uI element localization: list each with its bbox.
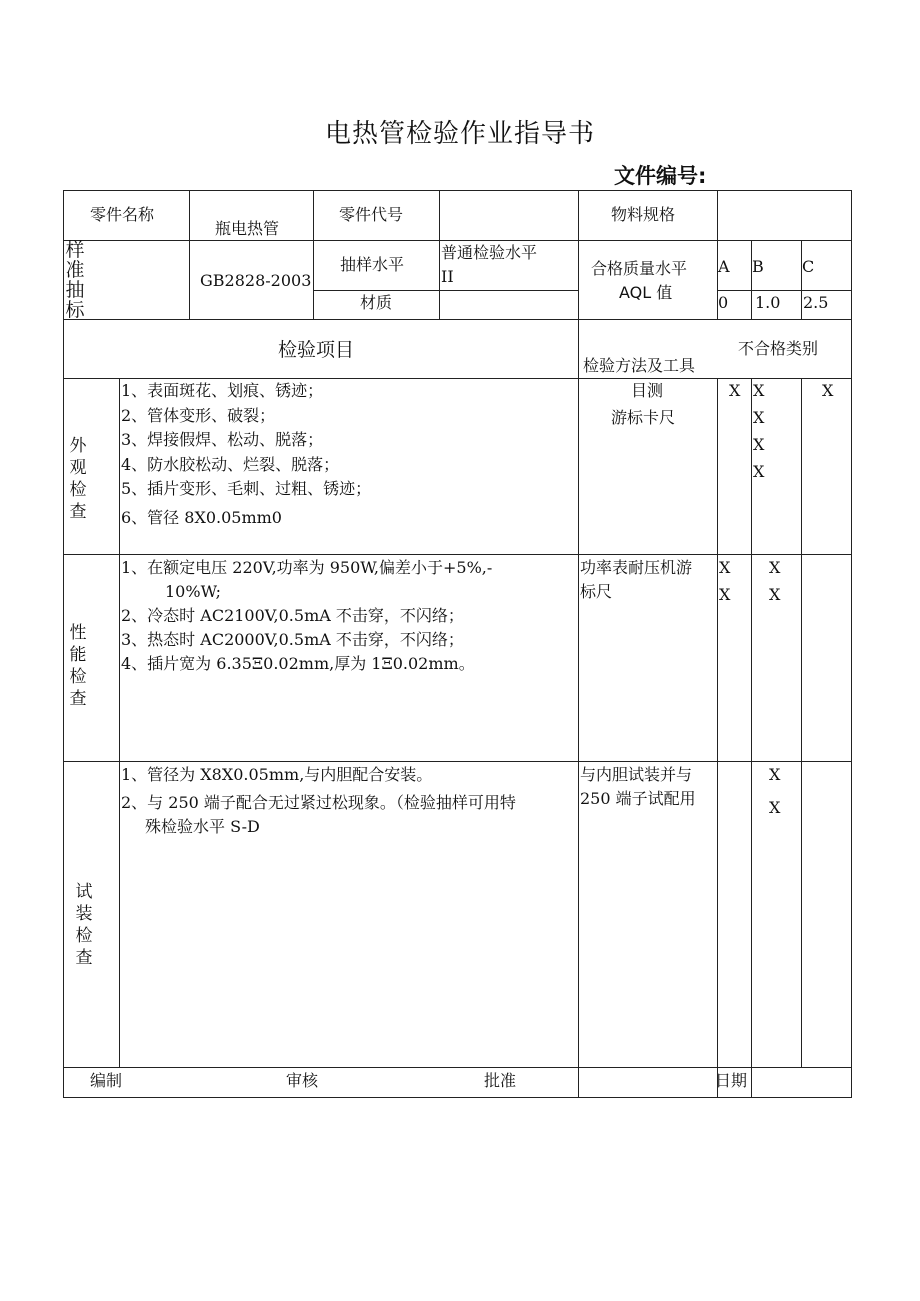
appearance-method-2: 游标卡尺	[611, 408, 676, 427]
list-item: 4、插片宽为 6.35Ξ0.02mm,厚为 1Ξ0.02mm。	[121, 654, 475, 673]
section-label-appearance: 外 观 检 查	[69, 436, 87, 522]
assembly-mark-b: X	[769, 765, 781, 784]
assembly-method-2: 250 端子试配用	[580, 789, 696, 808]
table-line	[801, 240, 802, 319]
table-line	[313, 290, 579, 291]
footer-prepared-label: 编制	[90, 1071, 123, 1090]
inspection-table	[63, 190, 852, 1098]
document-title: 电热管检验作业指导书	[324, 119, 595, 149]
class-a-label: A	[718, 257, 730, 276]
assembly-method: 与内胆试装并与	[580, 765, 693, 784]
spec-label: 物料规格	[611, 205, 676, 224]
sampling-standard-label: 样 准 抽 标	[65, 240, 85, 318]
appearance-mark-b: X	[753, 435, 765, 454]
list-item: 1、管径为 X8X0.05mm,与内胆配合安装。	[121, 765, 433, 784]
class-c-label: C	[802, 257, 815, 276]
appearance-mark-b: X	[753, 408, 765, 427]
performance-mark-b: X	[769, 585, 781, 604]
performance-mark-a: X	[719, 558, 731, 577]
part-name-value: 瓶电热管	[215, 219, 280, 238]
list-item: 1、表面斑花、划痕、锈迹；	[121, 381, 324, 400]
table-line	[439, 190, 440, 319]
appearance-mark-b: X	[753, 381, 765, 400]
class-b-label: B	[752, 257, 764, 276]
table-line	[63, 190, 64, 1098]
footer-approved-label: 批准	[484, 1071, 517, 1090]
appearance-mark-a: X	[729, 381, 741, 400]
sampling-level-value: 普通检验水平	[441, 243, 538, 262]
aql-b-value: 1.0	[755, 293, 781, 312]
material-label: 材质	[360, 293, 393, 312]
aql-c-value: 2.5	[803, 293, 829, 312]
table-line	[119, 378, 120, 1067]
footer-date-label: 日期	[715, 1071, 748, 1090]
footer-reviewed-label: 审核	[286, 1071, 319, 1090]
list-item: 6、管径 8X0.05mm0	[121, 507, 282, 527]
defect-class-header: 不合格类别	[738, 339, 819, 358]
table-line	[189, 190, 190, 319]
part-code-label: 零件代号	[339, 205, 404, 224]
document-number-label: 文件编号:	[614, 164, 707, 188]
appearance-method: 目测	[631, 381, 664, 400]
method-tools-header: 检验方法及工具	[583, 356, 696, 375]
performance-mark-a: X	[719, 585, 731, 604]
aql-label-2: AQL 值	[619, 283, 673, 302]
list-item: 2、管体变形、破裂；	[121, 405, 276, 425]
table-line	[578, 190, 579, 1098]
table-line	[63, 190, 852, 191]
table-line	[63, 554, 852, 555]
list-item: 3、焊接假焊、松动、脱落；	[121, 430, 324, 449]
assembly-mark-b: X	[769, 798, 781, 817]
list-item: 10%W;	[165, 582, 222, 601]
section-label-assembly: 试 装 检 查	[75, 882, 93, 968]
table-line	[63, 1097, 852, 1098]
table-line	[751, 378, 752, 1097]
table-line	[63, 1067, 852, 1068]
aql-label: 合格质量水平	[591, 259, 688, 278]
sampling-level-label: 抽样水平	[340, 255, 405, 274]
appearance-mark-b: X	[753, 462, 765, 481]
list-item: 2、冷态时 AC2100V,0.5mA 不击穿，不闪络；	[121, 606, 464, 625]
list-item: 1、在额定电压 220V,功率为 950W,偏差小于+5%,-	[121, 558, 493, 577]
list-item: 5、插片变形、毛刺、过粗、锈迹；	[121, 479, 372, 498]
section-label-performance: 性 能 检 查	[69, 623, 87, 709]
performance-mark-b: X	[769, 558, 781, 577]
list-item: 殊检验水平 S-D	[145, 817, 260, 836]
table-line	[801, 378, 802, 1067]
table-line	[717, 378, 718, 1098]
table-line	[63, 761, 852, 762]
list-item: 4、防水胶松动、烂裂、脱落；	[121, 454, 340, 474]
list-item: 3、热态时 AC2000V,0.5mA 不击穿，不闪络；	[121, 630, 464, 649]
aql-a-value: 0	[718, 293, 729, 312]
table-line	[751, 240, 752, 319]
inspection-items-header: 检验项目	[278, 339, 355, 361]
table-line	[313, 190, 314, 319]
table-line	[63, 319, 852, 320]
list-item: 2、与 250 端子配合无过紧过松现象。（检验抽样可用特	[121, 793, 516, 812]
sampling-level-value-2: II	[441, 267, 454, 286]
sampling-standard-value: GB2828-2003	[200, 271, 312, 290]
table-line	[851, 190, 852, 1098]
performance-method-2: 标尺	[580, 582, 613, 601]
table-line	[717, 290, 852, 291]
part-name-label: 零件名称	[90, 205, 155, 224]
appearance-items	[121, 379, 371, 530]
performance-method: 功率表耐压机游	[580, 558, 693, 577]
appearance-mark-c: X	[822, 381, 834, 400]
